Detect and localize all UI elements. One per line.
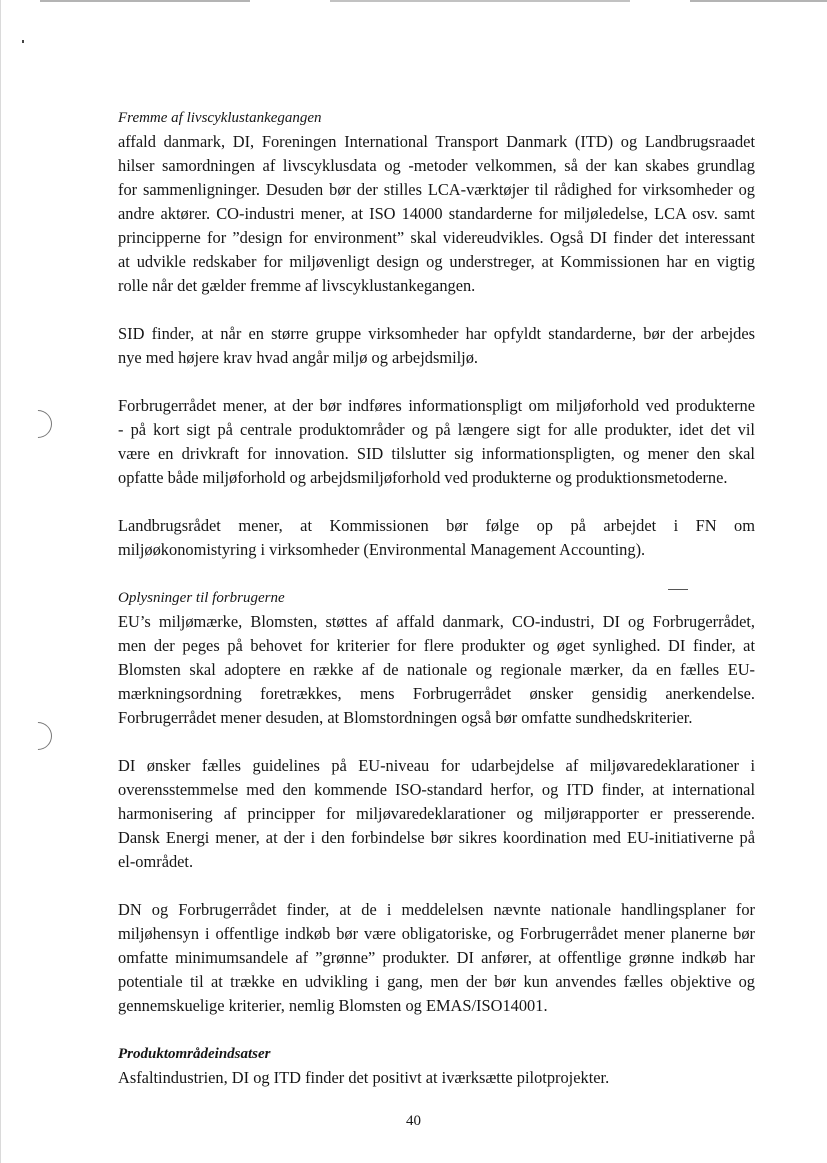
section (118, 1042, 755, 1090)
paragraph (118, 322, 755, 370)
text-line: overensstemmelse med den kommende ISO-standard herfor, og ITD finder, at international (118, 780, 755, 799)
text-line: principperne for ”design for environment” skal videreudvikles. Også DI finder det interessant (118, 228, 755, 247)
paragraph (118, 130, 755, 298)
scan-top-edge (690, 0, 827, 2)
text-line: opfatte både miljøforhold og arbejdsmiljøforhold ved produkterne og produktionsmetoderne. (118, 468, 728, 487)
text-line: Dansk Energi mener, at der i den forbindelse bør sikres koordination med EU-initiativerne på (118, 828, 755, 847)
document-body (118, 106, 755, 1114)
section-heading: Oplysninger til forbrugerne (118, 590, 285, 606)
text-line: DI ønsker fælles guidelines på EU-niveau for udarbejdelse af miljøvaredeklarationer i (118, 756, 755, 775)
text-line: nye med højere krav hvad angår miljø og arbejdsmiljø. (118, 348, 479, 367)
scan-left-edge (0, 0, 1, 1163)
text-line: rolle når det gælder fremme af livscyklustankegangen. (118, 276, 476, 295)
scan-speck (22, 40, 24, 43)
text-line: miljøøkonomistyring i virksomheder (Environmental Management Accounting). (118, 540, 646, 559)
text-line: gennemskuelige kriterier, nemlig Blomsten og EMAS/ISO14001. (118, 996, 548, 1015)
section-heading: Produktområdeindsatser (118, 1046, 271, 1062)
text-line: harmonisering af principper for miljøvaredeklarationer og miljørapporter er presserende. (118, 804, 755, 823)
paragraph (118, 394, 755, 490)
section (118, 586, 755, 1018)
text-line: SID finder, at når en større gruppe virksomheder har opfyldt standarderne, bør der arbejdes (118, 324, 755, 343)
text-line: - på kort sigt på centrale produktområder og på længere sigt for alle produkter, idet det vil (118, 420, 755, 439)
section-heading: Fremme af livscyklustankegangen (118, 110, 322, 126)
text-line: men der peges på behovet for kriterier for flere produkter og øget synlighed. DI finder, at (118, 636, 755, 655)
text-line: el-området. (118, 852, 194, 871)
paragraph (118, 754, 755, 874)
text-line: affald danmark, DI, Foreningen International Transport Danmark (ITD) og Landbrugsraadet (118, 132, 755, 151)
section (118, 106, 755, 562)
text-line: for sammenligninger. Desuden bør der stilles LCA-værktøjer til rådighed for virksomheder og (118, 180, 755, 199)
text-line: omfatte minimumsandele af ”grønne” produkter. DI anfører, at offentlige grønne indkøb har (118, 948, 755, 967)
text-line: miljøhensyn i offentlige indkøb bør være obligatoriske, og Forbrugerrådet mener planerne bør (118, 924, 755, 943)
text-line: Landbrugsrådet mener, at Kommissionen bør følge op på arbejdet i FN om (118, 516, 755, 535)
scan-top-edge (330, 0, 630, 2)
text-line: DN og Forbrugerrådet finder, at de i meddelelsen nævnte nationale handlingsplaner for (118, 900, 755, 919)
text-line: EU’s miljømærke, Blomsten, støttes af affald danmark, CO-industri, DI og Forbrugerrådet, (118, 612, 755, 631)
text-line: hilser samordningen af livscyklusdata og -metoder velkommen, så der kan skabes grundlag (118, 156, 755, 175)
text-line: Forbrugerrådet mener desuden, at Blomstordningen også bør omfatte sundhedskriterier. (118, 708, 693, 727)
page-number: 40 (406, 1113, 421, 1129)
text-line: Blomsten skal adoptere en række af de nationale og regionale mærker, da en fælles EU- (118, 660, 755, 679)
text-line: være en drivkraft for innovation. SID tilslutter sig informationspligten, og mener den skal (118, 444, 755, 463)
scan-top-edge (40, 0, 250, 2)
text-line: mærkningsordning foretrækkes, mens Forbrugerrådet ønsker gensidig anerkendelse. (118, 684, 755, 703)
text-line: potentiale til at trække en udvikling i gang, men der bør kun anvendes fælles objektive og (118, 972, 755, 991)
paragraph (118, 610, 755, 730)
paragraph (118, 514, 755, 562)
punch-hole-mark (18, 404, 58, 444)
text-line: Forbrugerrådet mener, at der bør indføres informationspligt om miljøforhold ved produkterne (118, 396, 755, 415)
paragraph (118, 898, 755, 1018)
text-line: Asfaltindustrien, DI og ITD finder det positivt at iværksætte pilotprojekter. (118, 1068, 610, 1087)
text-line: andre aktører. CO-industri mener, at ISO 14000 standarderne for miljøledelse, LCA osv. samt (118, 204, 755, 223)
paragraph (118, 1066, 755, 1090)
text-line: at udvikle redskaber for miljøvenligt design og understreger, at Kommissionen har en vigtig (118, 252, 755, 271)
punch-hole-mark (18, 716, 58, 756)
